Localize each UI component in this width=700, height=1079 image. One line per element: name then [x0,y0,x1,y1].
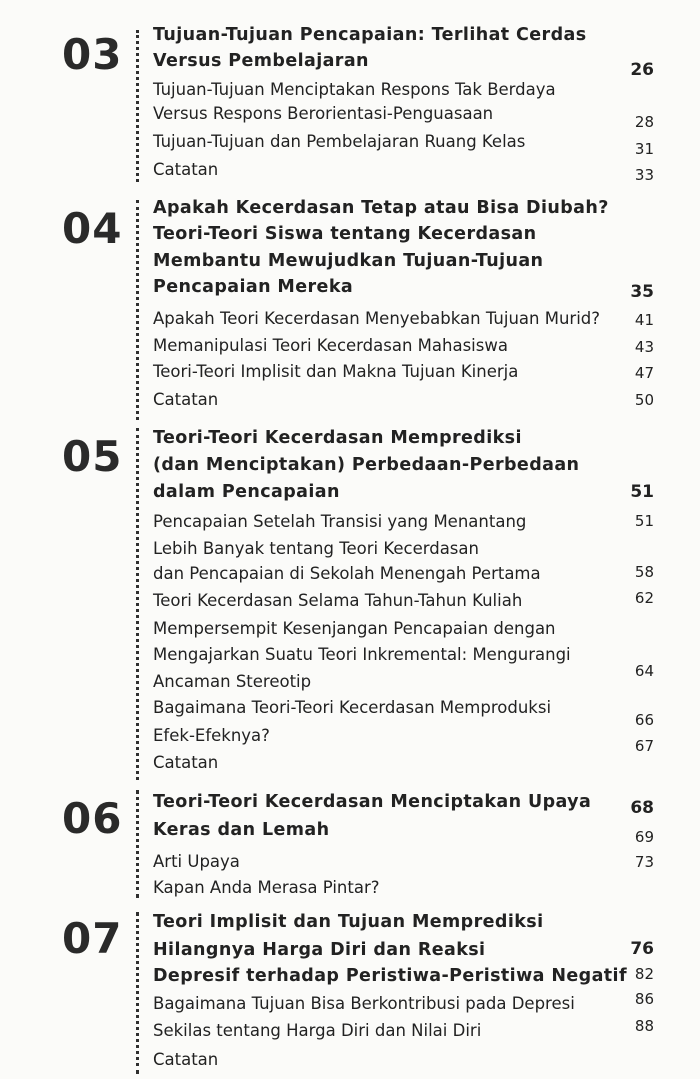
chapter-title-line[interactable]: dalam Pencapaian [153,482,340,502]
page-number: 31 [634,140,654,158]
toc-entry[interactable]: Mengajarkan Suatu Teori Inkremental: Mengurangi [153,645,571,664]
chapter-number: 07 [62,914,123,963]
dotted-divider [136,30,139,182]
dotted-divider [136,200,139,420]
toc-entry[interactable]: Efek-Efeknya? [153,726,270,745]
chapter-title-line[interactable]: Hilangnya Harga Diri dan Reaksi [153,940,486,960]
page-number: 28 [634,113,654,131]
page-number: 58 [634,563,654,581]
chapter-title-line[interactable]: Teori-Teori Siswa tentang Kecerdasan [153,224,537,244]
toc-entry[interactable]: Memanipulasi Teori Kecerdasan Mahasiswa [153,336,508,355]
toc-entry[interactable]: Tujuan-Tujuan dan Pembelajaran Ruang Kelas [153,132,526,151]
toc-entry[interactable]: Catatan [153,1050,219,1069]
toc-entry[interactable]: Arti Upaya [153,852,240,871]
chapter-title-line[interactable]: Pencapaian Mereka [153,277,354,297]
toc-entry[interactable]: Ancaman Stereotip [153,672,312,691]
page-number: 76 [630,939,654,959]
page-number: 26 [630,60,654,80]
chapter-title-line[interactable]: Teori-Teori Kecerdasan Memprediksi [153,428,522,448]
toc-entry[interactable]: Bagaimana Teori-Teori Kecerdasan Memproduksi [153,698,552,717]
page-number: 62 [634,589,654,607]
chapter-title-line[interactable]: Teori Implisit dan Tujuan Memprediksi [153,912,544,932]
dotted-divider [136,912,139,1074]
page-number: 88 [634,1017,654,1035]
page-number: 86 [634,990,654,1008]
chapter-title-line[interactable]: Tujuan-Tujuan Pencapaian: Terlihat Cerdas [153,25,587,45]
page-number: 51 [634,512,654,530]
page-number: 69 [634,828,654,846]
page-number: 50 [634,391,654,409]
toc-entry[interactable]: Apakah Teori Kecerdasan Menyebabkan Tujuan Murid? [153,309,601,328]
page-number: 47 [634,364,654,382]
page-number: 35 [630,282,654,302]
page-number: 66 [634,711,654,729]
toc-entry[interactable]: Bagaimana Tujuan Bisa Berkontribusi pada Depresi [153,994,575,1013]
chapter-number: 06 [62,794,123,843]
chapter-number: 05 [62,432,123,481]
chapter-title-line[interactable]: (dan Menciptakan) Perbedaan-Perbedaan [153,455,580,475]
page-number: 82 [634,965,654,983]
page-number: 64 [634,662,654,680]
page-number: 67 [634,737,654,755]
toc-entry[interactable]: Teori Kecerdasan Selama Tahun-Tahun Kuliah [153,591,523,610]
toc-entry[interactable]: Teori-Teori Implisit dan Makna Tujuan Kinerja [153,362,519,381]
chapter-title-line[interactable]: Depresif terhadap Peristiwa-Peristiwa Negatif [153,966,627,986]
chapter-number: 04 [62,204,123,253]
toc-entry[interactable]: Lebih Banyak tentang Teori Kecerdasan [153,539,479,558]
toc-entry[interactable]: Mempersempit Kesenjangan Pencapaian dengan [153,619,556,638]
toc-entry[interactable]: dan Pencapaian di Sekolah Menengah Pertama [153,564,541,583]
toc-entry[interactable]: Catatan [153,160,219,179]
toc-entry[interactable]: Tujuan-Tujuan Menciptakan Respons Tak Berdaya [153,80,556,99]
toc-entry[interactable]: Pencapaian Setelah Transisi yang Menantang [153,512,527,531]
toc-entry[interactable]: Versus Respons Berorientasi-Penguasaan [153,104,494,123]
toc-entry[interactable]: Catatan [153,390,219,409]
toc-entry[interactable]: Catatan [153,753,219,772]
chapter-title-line[interactable]: Membantu Mewujudkan Tujuan-Tujuan [153,251,544,271]
page-number: 43 [634,338,654,356]
dotted-divider [136,790,139,898]
chapter-title-line[interactable]: Apakah Kecerdasan Tetap atau Bisa Diubah? [153,198,609,218]
toc-entry[interactable]: Sekilas tentang Harga Diri dan Nilai Diri [153,1021,482,1040]
page-number: 68 [630,798,654,818]
chapter-title-line[interactable]: Teori-Teori Kecerdasan Menciptakan Upaya [153,792,592,812]
page-number: 33 [634,166,654,184]
dotted-divider [136,428,139,780]
chapter-number: 03 [62,30,123,79]
toc-entry[interactable]: Kapan Anda Merasa Pintar? [153,878,380,897]
chapter-title-line[interactable]: Versus Pembelajaran [153,51,369,71]
page-number: 73 [634,853,654,871]
page-number: 51 [630,482,654,502]
chapter-title-line[interactable]: Keras dan Lemah [153,820,330,840]
page-number: 41 [634,311,654,329]
